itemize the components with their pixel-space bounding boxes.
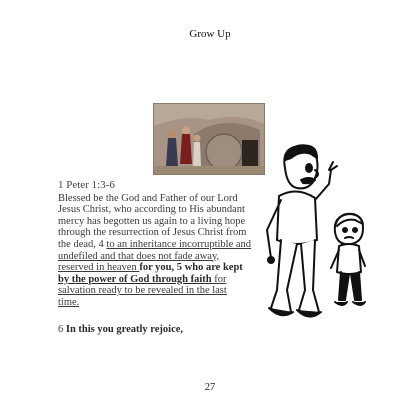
passage-line: undefiled and that does not fade away, [58,250,220,262]
passage-line: mercy has begotten us again to a living hope [58,215,246,227]
passage-line: Blessed be the God and Father of our Lord [58,192,238,204]
bold-underlined-text: by the power of God through faith [58,273,212,285]
cartoon-illustration [257,140,372,325]
tomb-scene-image [153,103,265,175]
bold-text: for you, 5 who are kept [139,262,243,274]
scripture-reference: 1 Peter 1:3-6 [58,179,115,191]
passage-line [58,274,260,286]
passage-line: time. [58,296,80,308]
page-number: 27 [204,382,216,393]
tomb-scene-icon [154,104,264,174]
verse-text: In this you greatly rejoice, [65,324,184,335]
passage-line [58,262,260,274]
underlined-text: reserved in heaven [58,262,140,274]
passage-line: salvation ready to be revealed in the last [58,285,227,297]
verse-number: 6 [58,324,66,335]
page-header: Grow Up [189,28,231,40]
passage-text: the dead, 4 [58,238,107,250]
passage-line: Jesus Christ, who according to His abundant [58,204,245,216]
passage-line [58,239,260,251]
underlined-text: to an inheritance incorruptible and [106,238,252,250]
verse-six [58,324,278,335]
cartoon-father-scolding-child-icon [257,140,372,325]
underlined-text: for [211,273,227,285]
passage-line: through the resurrection of Jesus Christ from [58,227,247,239]
scripture-passage [58,180,260,309]
